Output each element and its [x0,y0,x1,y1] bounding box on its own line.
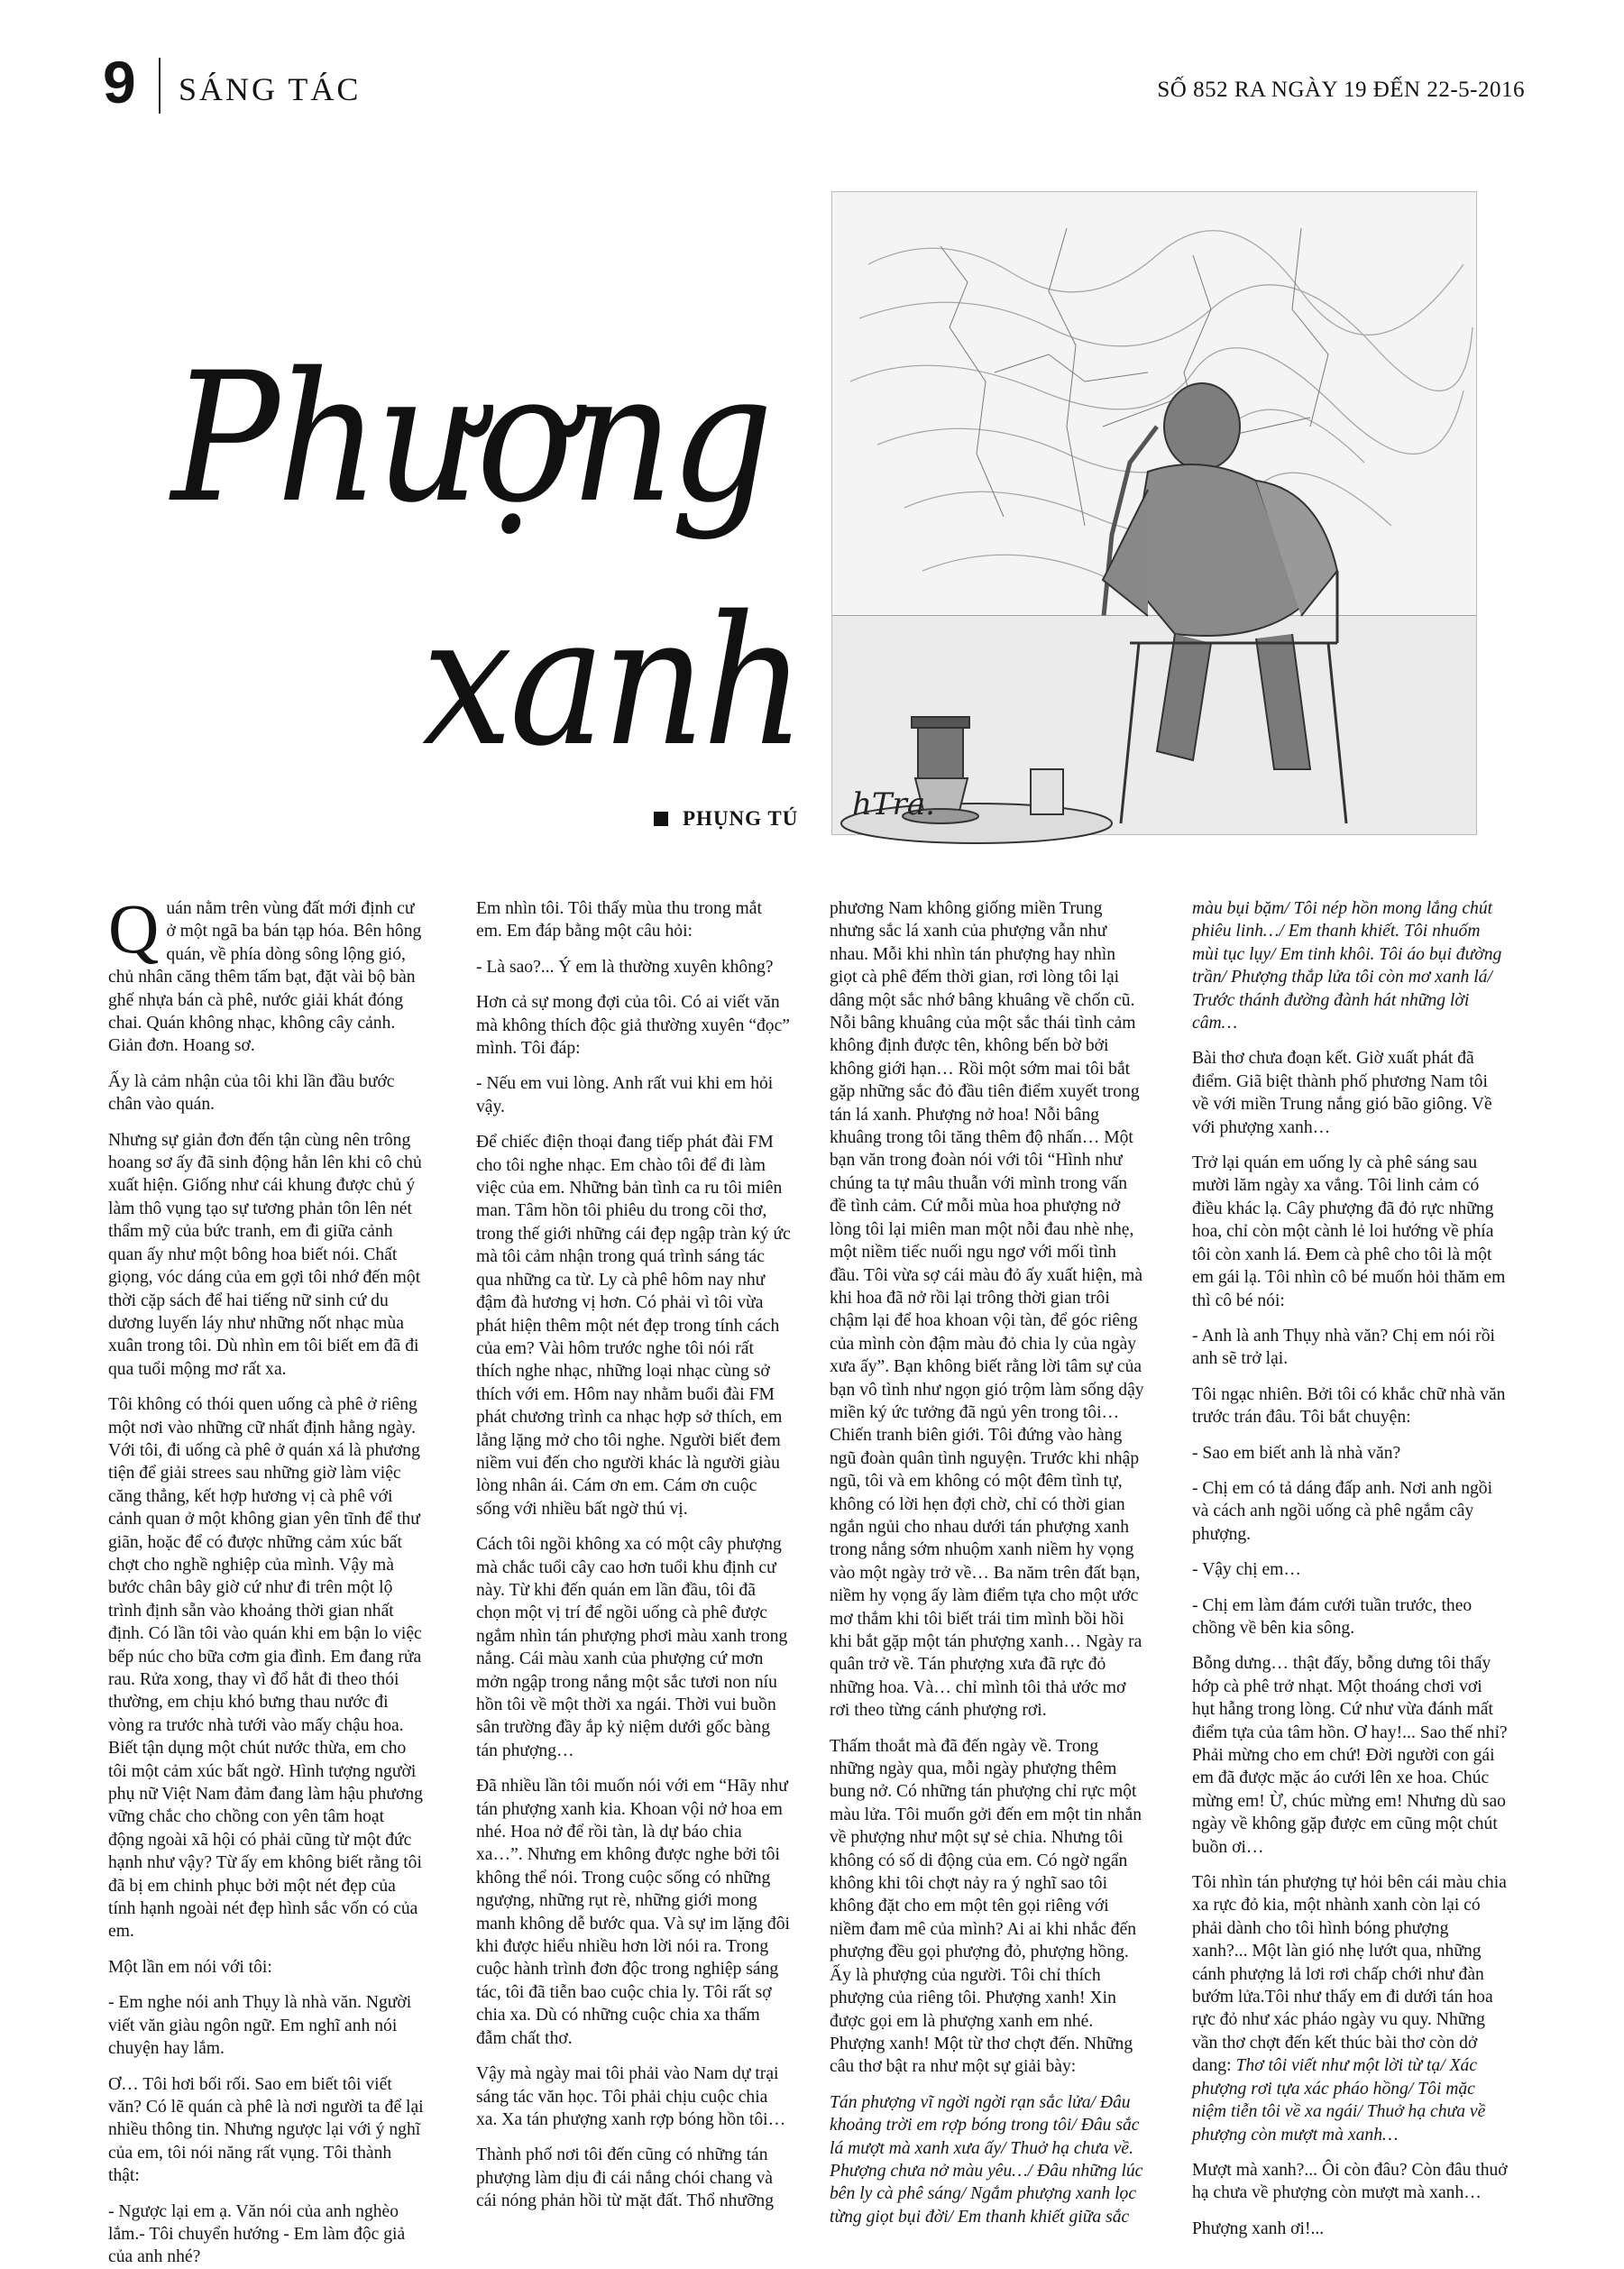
paragraph: Bài thơ chưa đoạn kết. Giờ xuất phát đã điểm. Giã biệt thành phố phương Nam tôi về với miền Trung nắng gió bão giông. Về với phượng xanh… [1192,1049,1492,1137]
paragraph: - Em nghe nói anh Thụy là nhà văn. Người viết văn giàu ngôn ngữ. Em nghĩ anh nói chuyện hay lắm. [108,1993,412,2059]
paragraph: Tôi ngạc nhiên. Bởi tôi có khắc chữ nhà văn trước trán đâu. Tôi bắt chuyện: [1192,1384,1506,1428]
article-column-3 [830,897,1145,2227]
paragraph: Cách tôi ngồi không xa có một cây phượng mà chắc tuổi cây cao hơn tuổi khu định cư này. Từ khi đến quán em lần đầu, tôi đã chọn một vị trí để ngồi uống cà phê được ngắm nhìn tán phượng phơi màu xanh trong nắng. Cái màu xanh của phượng cứ mơn mởn ngập trong nắng một sắc tươi non níu hồn tôi về một thời xa ngái. Thời vui buồn sân trường đầy ắp kỷ niệm dưới gốc bàng tán phượng… [476,1535,788,1760]
poem-verse: màu bụi bặm/ Tôi nép hồn mong lắng chút phiêu linh…/ Em thanh khiết. Tôi nhuốm mùi tục lụy/ Em tinh khôi. Tôi áo bụi đường trần/ Phượng thắp lửa tôi còn mơ xanh lá/ Trước thánh đường đành hát những lời câm… [1192,899,1502,1033]
paragraph: Quán nằm trên vùng đất mới định cư ở một ngã ba bán tạp hóa. Bên hông quán, về phía dòng sông lộng gió, chủ nhân căng thêm tấm bạt, đặt vài bộ bàn ghế nhựa bán cà phê, nước giải khát đóng chai. Quán không nhạc, không cây cảnh. Giản đơn. Hoang sơ. [108,889,422,1056]
paragraph: - Vậy chị em… [1192,1560,1301,1580]
illustration [831,191,1477,835]
paragraph: - Anh là anh Thụy nhà văn? Chị em nói rồi anh sẽ trở lại. [1192,1326,1495,1369]
author-byline [654,807,798,831]
article-column-4 [1192,897,1508,2238]
paragraph: - Ngược lại em ạ. Văn nói của anh nghèo lắm.- Tôi chuyển hướng - Em làm độc giả của anh nhé? [108,2201,406,2267]
paragraph: - Là sao?... Ý em là thường xuyên không? [476,957,774,977]
paragraph: Trở lại quán em uống ly cà phê sáng sau mười lăm ngày xa vắng. Tôi linh cảm có điều khác lạ. Cây phượng đã đỏ rực những hoa, chỉ còn một cành lẻ loi hướng về phía tôi còn xanh lá. Đem cà phê cho tôi là một em gái lạ. Tôi nhìn cô bé muốn hỏi thăm em thì cô bé nói: [1192,1153,1506,1310]
article-column-1 [108,889,424,2267]
paragraph: Bỗng dưng… thật đấy, bỗng dưng tôi thấy hớp cà phê trở nhạt. Một thoáng chơi vơi hụt hẫng trong lòng. Cứ như vừa đánh mất điểm tựa của tâm hồn. Ơ hay!... Sao thế nhỉ? Phải mừng cho em chứ! Đời người con gái em đã được mặc áo cưới lên xe hoa. Chúc mừng em! Ừ, chúc mừng em! Nhưng dù sao ngày về không gặp được em cũng một chút buồn ơi… [1192,1654,1508,1857]
poem-verse: Tán phượng vĩ ngời ngời rạn sắc lửa/ Đâu khoảng trời em rợp bóng trong tôi/ Đâu sắc lá mượt mà xanh xưa ấy/ Thuở hạ chưa về. Phượng chưa nở màu yêu…/ Đâu những lúc bên ly cà phê sáng/ Ngắm phượng xanh lọc từng giọt bụi đời/ Em thanh khiết giữa sắc [830,2092,1143,2227]
header-divider [159,58,161,114]
illustration-signature: hTra. [852,786,935,822]
illustration-sketch [832,192,1476,834]
paragraph: Hơn cả sự mong đợi của tôi. Có ai viết văn mà không thích độc giả thường xuyên “đọc” mình. Tôi đáp: [476,993,790,1059]
paragraph: Thành phố nơi tôi đến cũng có những tán phượng làm dịu đi cái nắng chói chang và cái nóng phản hồi từ mặt đất. Thổ nhưỡng [476,2145,774,2211]
paragraph: Vậy mà ngày mai tôi phải vào Nam dự trại sáng tác văn học. Tôi phải chịu cuộc chia xa. Xa tán phượng xanh rợp bóng hồn tôi… [476,2064,786,2129]
paragraph: Mượt mà xanh?... Ôi còn đâu? Còn đâu thuở hạ chưa về phượng còn mượt mà xanh… [1192,2160,1508,2203]
paragraph: Để chiếc điện thoại đang tiếp phát đài FM cho tôi nghe nhạc. Em chào tôi để đi làm việc của em. Những bản tình ca ru tôi miên man. Tâm hồn tôi phiêu du trong cõi thơ, trong thế giới những cái đẹp ngập tràn ký ức mà tôi cảm nhận trong quá trình sáng tác qua những ca từ. Ly cà phê hôm nay như đậm đà hương vị hơn. Có phải vì tôi vừa phát hiện thêm một nét đẹp trong tính cách của em? Vài hôm trước nghe tôi nói rất thích nghe nhạc, những loại nhạc cùng sở thích với em. Hôm nay nhằm buổi đài FM phát chương trình ca nhạc hợp sở thích, em lẳng lặng mở cho tôi nghe. Người biết đem niềm vui đến cho người khác là người giàu lòng nhân ái. Cám ơn em. Cám ơn cuộc sống với nhiều bất ngờ thú vị. [476,1133,791,1519]
paragraph: Ấy là cảm nhận của tôi khi lần đầu bước chân vào quán. [108,1071,395,1115]
article-column-2 [476,897,792,2211]
paragraph: Đã nhiều lần tôi muốn nói với em “Hãy như tán phượng xanh kia. Khoan vội nở hoa em nhé. Hoa nở để rồi tàn, là dự báo chia xa…”. Nhưng em không được nghe bởi tôi không thể nói. Trong cuộc sống có những ngượng, những rụt rè, những giới mong manh không dễ bước qua. Và sự im lặng đôi khi được hiểu nhiều hơn lời nói ra. Trong cuộc hành trình đơn độc trong nghiệp sáng tác, tôi đã tiễn bao cuộc chia ly. Tôi rất sợ chia xa. Dù có những cuộc chia xa thấm đẫm chất thơ. [476,1777,790,2048]
byline-square-icon [654,812,668,826]
paragraph: phương Nam không giống miền Trung nhưng sắc lá xanh của phượng vẫn như nhau. Mỗi khi nhìn tán phượng hay nhìn giọt cà phê đếm thời gian, rơi lòng tôi lại dâng một sắc nhớ bâng khuâng về chốn cũ. Nỗi bâng khuâng của một sắc thái tình cảm không định được tên, không bến bờ bởi không giới hạn… Rồi một sớm mai tôi bắt gặp những sắc đỏ đầu tiên điểm xuyết trong tán lá xanh. Phượng nở hoa! Nỗi bâng khuâng trong tôi tăng thêm độ nhấn… Một bạn văn trong đoàn nói với tôi “Hình như chúng ta tự mâu thuẫn với mình trong vấn đề tình cảm. Cứ mỗi mùa hoa phượng nở lòng tôi lại miên man một nỗi đau nhè nhẹ, một niềm tiếc nuối ngu ngơ với mối tình đầu. Tôi vừa sợ cái màu đỏ ấy xuất hiện, mà khi hoa đã nở rồi lại trông thời gian trôi chậm lại để hoa khoan vội tàn, để góc riêng của mình còn đậm màu đỏ chia ly của ngày xưa ấy”. Bạn không biết rằng lời tâm sự của bạn vô tình như ngọn gió trộm làm sống dậy miền ký ức tưởng đã ngủ yên trong tôi… Chiến tranh biên giới. Tôi đứng vào hàng ngũ đoàn quân tình nguyện. Trước khi nhập ngũ, tôi và em không có một đêm tình tự, không có lời hẹn đợi chờ, chỉ có thời gian ngắn ngủi cho nhau dưới tán phượng xanh trong nắng sớm nhuộm xanh niềm hy vọng vào một ngày trở về… Ba năm trên đất bạn, niềm hy vọng ấy làm điểm tựa cho một ước mơ thắm khi tôi biết trái tim mình bồi hồi khi bắt gặp một tán phượng xanh… Ngày ra quân trở về. Tán phượng xưa đã rực đỏ những hoa. Và… chỉ mình tôi thả ước mơ rơi theo từng cánh phượng rơi. [830,899,1144,1721]
paragraph: Tôi nhìn tán phượng tự hỏi bên cái màu chia xa rực đỏ kia, một nhành xanh còn lại có phải dành cho tôi hình bóng phượng xanh?... Một làn gió nhẹ lướt qua, những cánh phượng lả lơi rơi chấp chới như đàn bướm lửa.Tôi như thấy em đi dưới tán hoa rực đỏ như xác pháo ngày vu quy. Những vần thơ chợt đến kết thúc bài thơ còn dở dang: Thơ tôi viết như một lời từ tạ/ Xác phượng rơi tựa xác pháo hồng/ Tôi mặc niệm tiễn tôi về xa ngái/ Thuở hạ chưa về phượng còn mượt mà xanh… [1192,1873,1507,2145]
drop-cap: Q [108,889,160,968]
paragraph: - Chị em có tả dáng đấp anh. Nơi anh ngồi và cách anh ngồi uống cà phê ngắm cây phượng. [1192,1478,1493,1544]
paragraph: Tôi không có thói quen uống cà phê ở riêng một nơi vào những cữ nhất định hằng ngày. Với tôi, đi uống cà phê ở quán xá là phương tiện để giải strees sau những giờ làm việc căng thẳng, kết hợp hương vị cà phê với cảnh quan ở một không gian yên tĩnh để thư giãn, hoặc để có được những cảm xúc bất chợt cho nghề nghiệp của mình. Vậy mà bước chân bây giờ cứ như đi trên một lộ trình định sẵn vào khoảng thời gian nhất định. Có lần tôi vào quán khi em bận lo việc bếp núc cho bữa cơm gia đình. Em đang rửa rau. Rửa xong, thay vì đổ hắt đi theo thói thường, em chịu khó bưng thau nước đi vòng ra trước nhà tưới vào mấy chậu hoa. Biết tận dụng một chút nước thừa, em cho tôi một cảm xúc bất ngờ. Hình tượng người phụ nữ Việt Nam đảm đang làm hậu phương vững chắc cho chồng con yên tâm hoạt động ngoài xã hội có phải cũng từ một đức hạnh như vậy? Từ ấy em không biết rằng tôi đã bị em chinh phục bởi một nét đẹp của tính hạnh ngoài nét đẹp hình sắc vốn có của em. [108,1395,423,1942]
paragraph: - Sao em biết anh là nhà văn? [1192,1443,1401,1463]
paragraph: Một lần em nói với tôi: [108,1957,272,1977]
article-title-line2: xanh [422,577,803,785]
paragraph: Phượng xanh ơi!... [1192,2218,1325,2238]
paragraph: - Nếu em vui lòng. Anh rất vui khi em hỏi vậy. [476,1074,774,1116]
paragraph: Thấm thoắt mà đã đến ngày về. Trong những ngày qua, mỗi ngày phượng thêm bung nở. Có những tán phượng chỉ rực một màu lửa. Tôi muốn gởi đến em một tin nhắn về phượng như một sự sẻ chia. Nhưng tôi không có số di động của em. Có ngờ ngẩn không khi tôi chợt nảy ra ý nghĩ sao tôi không đặt cho em một tên gọi riêng với niềm đam mê của mình? Ai ai khi nhắc đến phượng đều gọi phượng đỏ, phượng hồng. Ấy là phượng của người. Tôi chỉ thích phượng của riêng tôi. Phượng xanh! Xin được gọi em là phượng xanh em nhé. Phượng xanh! Một từ thơ chợt đến. Những câu thơ bật ra như một sự giải bày: [830,1736,1142,2077]
issue-info: SỐ 852 RA NGÀY 19 ĐẾN 22-5-2016 [1157,78,1525,102]
article-title-line1: Phượng [171,334,770,542]
paragraph: - Chị em làm đám cưới tuần trước, theo chồng về bên kia sông. [1192,1595,1473,1638]
author-name: PHỤNG TÚ [683,807,799,830]
paragraph: Nhưng sự giản đơn đến tận cùng nên trông hoang sơ ấy đã sinh động hẳn lên khi cô chủ xuất hiện. Giống như cái khung được chủ ý làm thô vụng tạo sự tương phản tôn lên nét thẩm mỹ của bức tranh, em đi giữa cảnh quan ấy như một bông hoa biết nói. Chất giọng, vóc dáng của em gợi tôi nhớ đến một thời cặp sách để hai tiếng nữ sinh cứ du dương luyến láy như những nốt nhạc mùa xuân trong tôi. Dù nhìn em tôi biết em đã đi qua tuổi mộng mơ rất xa. [108,1130,422,1379]
section-title: SÁNG TÁC [179,71,362,107]
paragraph: Ơ… Tôi hơi bối rối. Sao em biết tôi viết văn? Có lẽ quán cà phê là nơi người ta để lại nhiều thông tin. Nhưng ngược lại với ý nghĩ của em, tôi nói năng rất vụng. Tôi thành thật: [108,2074,424,2186]
paragraph: Em nhìn tôi. Tôi thấy mùa thu trong mắt em. Em đáp bằng một câu hỏi: [476,899,762,942]
page-number: 9 [103,49,136,115]
